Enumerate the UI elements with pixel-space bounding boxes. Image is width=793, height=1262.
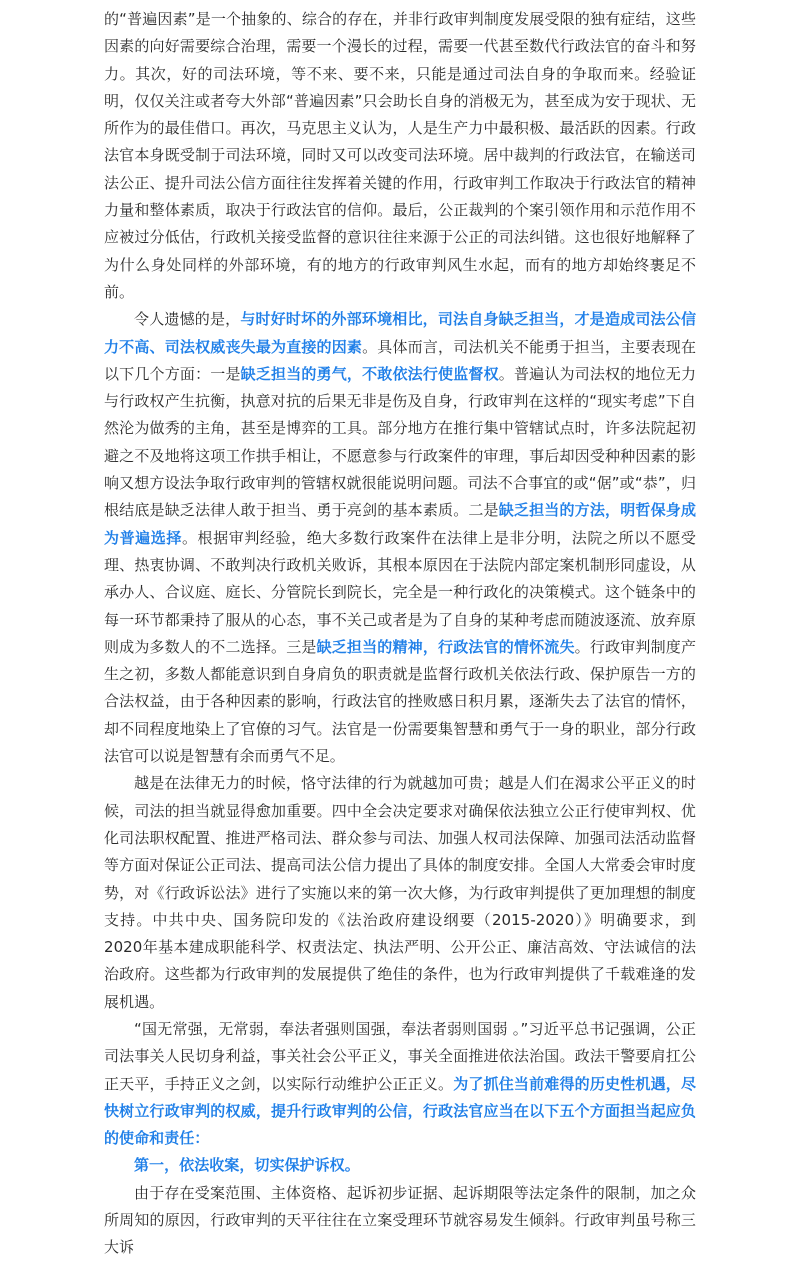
paragraph-2-highlight-4: 缺乏担当的精神，行政法官的情怀流失 <box>316 637 575 656</box>
paragraph-2 <box>104 306 696 770</box>
paragraph-5-text: 由于存在受案范围、主体资格、起诉初步证据、起诉期限等法定条件的限制，加之众所周知的原因，行政审判的天平往往在立案受理环节就容易发生倾斜。行政审判虽号称三大诉 <box>104 1183 696 1257</box>
paragraph-1 <box>104 6 696 306</box>
paragraph-2-highlight-3: 缺乏担当的方法，明哲保身成为普遍选择 <box>104 501 696 547</box>
paragraph-2-segment-3: 。普遍认为司法权的地位无力与行政权产生抗衡，执意对抗的后果无非是伤及自身，行政审判在这样的“现实考虑”下自然沦为做秀的主角，甚至是博弈的工具。部分地方在推行集中管辖试点时，许多法院起初避之不及地将这项工作拱手相让，不愿意参与行政案件的审理，事后却因受种种因素的影响又想方设法争取行政审判的管辖权就很能说明问题。司法不合事宜的或“倨”或“恭”，归根结底是缺乏法律人敢于担当、勇于亮剑的基本素质。二是 <box>104 364 697 520</box>
paragraph-5 <box>104 1180 696 1262</box>
paragraph-2-segment-1: 令人遗憾的是， <box>134 310 241 329</box>
section-heading: 第一，依法收案，切实保护诉权。 <box>134 1156 360 1175</box>
paragraph-3-text: 越是在法律无力的时候，恪守法律的行为就越加可贵；越是人们在渴求公平正义的时候，司法的担当就显得愈加重要。四中全会决定要求对确保依法独立公正行使审判权、优化司法职权配置、推进严格司法、群众参与司法、加强人权司法保障、加强司法活动监督等方面对保证公正司法、提高司法公信力提出了具体的制度安排。全国人大常委会审时度势，对《行政诉讼法》进行了实施以来的第一次大修，为行政审判提供了更加理想的制度支持。中共中央、国务院印发的《法治政府建设纲要（2015-2020）》明确要求，到2020年基本建成职能科学、权责法定、执法严明、公开公正、廉洁高效、守法诚信的法治政府。这些都为行政审判的发展提供了绝佳的条件，也为行政审判提供了千载难逢的发展机遇。 <box>104 774 696 1011</box>
paragraph-4 <box>104 1016 696 1152</box>
paragraph-2-segment-2: 。具体而言，司法机关不能勇于担当，主要表现在以下几个方面：一是 <box>104 337 696 383</box>
paragraph-4-highlight-1: 为了抓住当前难得的历史性机遇，尽快树立行政审判的权威，提升行政审判的公信，行政法官应当在以下五个方面担当起应负的使命和责任： <box>104 1074 696 1148</box>
paragraph-2-segment-4: 。根据审判经验，绝大多数行政案件在法律上是非分明，法院之所以不愿受理、热衷协调、不敢判决行政机关败诉，其根本原因在于法院内部定案机制形同虚设，从承办人、合议庭、庭长、分管院长到院长，完全是一种行政化的决策模式。这个链条中的每一环节都秉持了服从的心态，事不关己或者是为了自身的某种考虑而随波逐流、放弃原则成为多数人的不二选择。三是 <box>104 528 696 656</box>
paragraph-1-text: 的“普遍因素”是一个抽象的、综合的存在，并非行政审判制度发展受限的独有症结，这些因素的向好需要综合治理，需要一个漫长的过程，需要一代甚至数代行政法官的奋斗和努力。其次，好的司法环境，等不来、要不来，只能是通过司法自身的争取而来。经验证明，仅仅关注或者夸大外部“普遍因素”只会助长自身的消极无为，甚至成为安于现状、无所作为的最佳借口。再次，马克思主义认为，人是生产力中最积极、最活跃的因素。行政法官本身既受制于司法环境，同时又可以改变司法环境。居中裁判的行政法官，在输送司法公正、提升司法公信方面往往发挥着关键的作用，行政审判工作取决于行政法官的精神力量和整体素质，取决于行政法官的信仰。最后，公正裁判的个案引领作用和示范作用不应被过分低估，行政机关接受监督的意识往往来源于公正的司法纠错。这也很好地解释了为什么身处同样的外部环境，有的地方的行政审判风生水起，而有的地方却始终裹足不前。 <box>104 10 696 301</box>
paragraph-4-segment-1: “国无常强，无常弱，奉法者强则国强，奉法者弱则国弱 。”习近平总书记强调，公正司法事关人民切身利益，事关社会公平正义，事关全面推进依法治国。政法干警要肩扛公正天平，手持正义之剑，以实际行动维护公正正义。 <box>104 1019 696 1093</box>
document-body <box>104 6 696 1262</box>
paragraph-2-highlight-1: 与时好时坏的外部环境相比，司法自身缺乏担当，才是造成司法公信力不高、司法权威丧失最为直接的因素 <box>104 310 696 356</box>
paragraph-3 <box>104 770 696 1016</box>
paragraph-2-highlight-2: 缺乏担当的勇气，不敢依法行使监督权 <box>240 364 499 383</box>
paragraph-2-segment-5: 。行政审判制度产生之初，多数人都能意识到自身肩负的职责就是监督行政机关依法行政、保护原告一方的合法权益，由于各种因素的影响，行政法官的挫败感日积月累，逐渐失去了法官的情怀，却不同程度地染上了官僚的习气。法官是一份需要集智慧和勇气于一身的职业，部分行政法官可以说是智慧有余而勇气不足。 <box>104 637 696 766</box>
